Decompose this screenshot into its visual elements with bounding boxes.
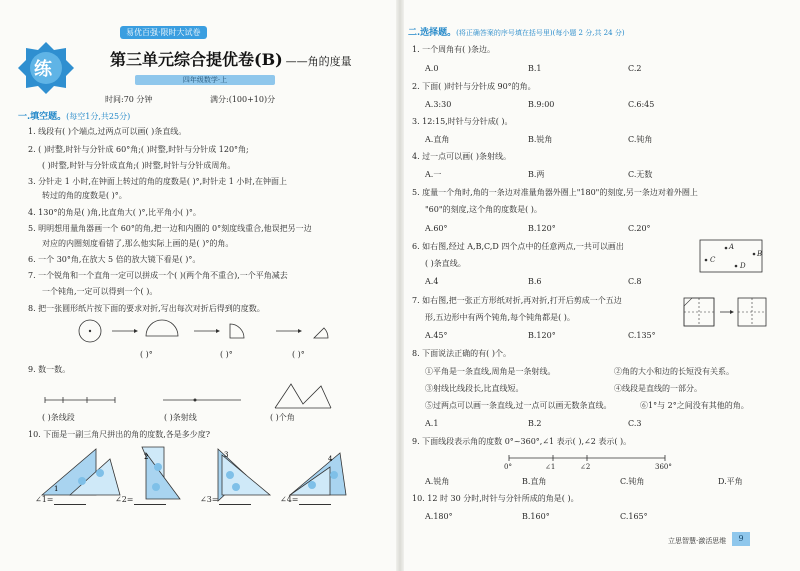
r-q4-opt-b[interactable]: B.两 [528, 170, 545, 179]
r-q4-opt-c[interactable]: C.无数 [628, 170, 653, 179]
r-q8-s2: ②角的大小和边的长短没有关系。 [614, 367, 734, 376]
q4-text: 4. 130°的角是( )角,比直角大( )°,比平角小( )°。 [28, 208, 201, 217]
half-circle [146, 320, 178, 336]
angle3-answer[interactable] [200, 495, 251, 505]
q8-fold-figures [78, 318, 348, 348]
svg-text:3: 3 [224, 451, 229, 459]
q5b-text: 对应的内圈刻度看错了,那么他实际上画的是( )°的角。 [42, 239, 234, 248]
angle2-label: ∠2= [115, 495, 134, 504]
exam-time: 时间:70 分钟 [105, 95, 153, 104]
series-label [120, 26, 207, 39]
angle1-answer[interactable] [35, 495, 86, 505]
r-q8-s6: ⑥1°与 2°之间没有其他的角。 [640, 401, 749, 410]
r-q8-opt-a[interactable]: A.1 [425, 419, 439, 428]
q8-blank-3[interactable]: ( )° [292, 350, 305, 359]
r-q3-text: 3. 12:15,时针与分针成( )。 [412, 117, 513, 126]
r-q5-opt-b[interactable]: B.120° [528, 224, 556, 233]
r-q10-opt-c[interactable]: C.165° [620, 512, 648, 521]
q7-fold-figure [684, 298, 768, 328]
q9-label-2: ∠2 [580, 463, 591, 471]
r-q1-opt-c[interactable]: C.2 [628, 64, 642, 73]
q9-blank-b[interactable]: ( )条射线 [164, 413, 197, 422]
r-q6-opt-b[interactable]: B.6 [528, 277, 542, 286]
q6-point-a: A [729, 243, 735, 251]
angle4-answer[interactable] [280, 495, 331, 505]
r-q5-opt-c[interactable]: C.20° [628, 224, 651, 233]
angle3-label: ∠3= [200, 495, 219, 504]
angle1-label: ∠1= [35, 495, 54, 504]
r-q2-text: 2. 下面( )时针与分针成 90°的角。 [412, 82, 536, 91]
q2b-text: ( )时整,时针与分针成直角;( )时整,时针与分针成周角。 [42, 161, 236, 170]
section1-heading [18, 111, 130, 123]
q7b-text: 一个钝角,一定可以得到一个( )。 [42, 287, 158, 296]
q7-text: 7. 一个锐角和一个直角一定可以拼成一个( )(两个角不重合),一个平角减去 [28, 271, 288, 280]
page-title [110, 47, 352, 70]
grade-label: 四年级数学·上 [182, 76, 228, 84]
q5-text: 5. 明明想用量角器画一个 60°的角,把一边和内圈的 0°刻度线重合,他误把另一边 [28, 224, 312, 233]
q10-text: 10. 下面是一副三角尺拼出的角的度数,各是多少度? [28, 430, 211, 439]
q9-text: 9. 数一数。 [28, 365, 71, 374]
r-q5b-text: "60"的刻度,这个角的度数是( )。 [425, 205, 542, 214]
r-q6-text: 6. 如右图,经过 A,B,C,D 四个点中的任意两点,一共可以画出 [412, 242, 624, 251]
series-name: 易优百强 [126, 28, 158, 37]
r-q10-opt-a[interactable]: A.180° [425, 512, 453, 521]
r-q8-s1: ①平角是一条直线,周角是一条射线。 [425, 367, 556, 376]
r-q5-opt-a[interactable]: A.60° [425, 224, 448, 233]
r-q10-opt-b[interactable]: B.160° [522, 512, 550, 521]
r-q6-opt-a[interactable]: A.4 [425, 277, 439, 286]
q3-text: 3. 分针走 1 小时,在钟面上转过的角的度数是( )°,时针走 1 小时,在钟面上 [28, 177, 287, 186]
section1-note: (每空1分,共25分) [66, 112, 131, 121]
r-q9-opt-d[interactable]: D.平角 [718, 477, 743, 486]
r-q8-s4: ④线段是直线的一部分。 [614, 384, 702, 393]
r-q7-opt-a[interactable]: A.45° [425, 331, 448, 340]
r-q4-opt-a[interactable]: A.一 [425, 170, 442, 179]
r-q8-opt-c[interactable]: C.3 [628, 419, 642, 428]
r-q10-text: 10. 12 时 30 分时,时针与分针所成的角是( )。 [412, 494, 579, 503]
r-q6-opt-c[interactable]: C.8 [628, 277, 642, 286]
q9-label-3: 360° [655, 463, 672, 471]
exam-score: 满分:(100+10)分 [210, 95, 276, 104]
section1-title: 一.填空题。 [18, 112, 67, 122]
series-tag: ·限时大试卷 [158, 28, 201, 37]
r-q6b-text: ( )条直线。 [425, 259, 466, 268]
angle2-answer[interactable] [115, 495, 166, 505]
svg-text:1: 1 [54, 485, 59, 493]
r-q9-opt-c[interactable]: C.钝角 [620, 477, 645, 486]
section2-heading [408, 28, 625, 39]
r-q7b-text: 形,五边形中有两个钝角,每个钝角都是( )。 [425, 313, 575, 322]
footer-slogan: 立思智慧·激活思维 [668, 537, 727, 545]
r-q9-text: 9. 下面线段表示角的度数 0°~360°,∠1 表示( ),∠2 表示( )。 [412, 437, 632, 446]
q6-text: 6. 一个 30°角,在放大 5 倍的放大镜下看是( )°。 [28, 255, 201, 264]
r-q8-opt-b[interactable]: B.2 [528, 419, 542, 428]
quarter-circle [230, 324, 244, 338]
r-q7-opt-c[interactable]: C.135° [628, 331, 656, 340]
q8-blank-2[interactable]: ( )° [220, 350, 233, 359]
angle4-label: ∠4= [280, 495, 299, 504]
q9-figures [45, 382, 345, 412]
q2-text: 2. ( )时整,时针与分针成 60°角;( )时整,时针与分针成 120°角; [28, 145, 249, 154]
r-q8-text: 8. 下面说法正确的有( )个。 [412, 349, 511, 358]
r-q4-text: 4. 过一点可以画( )条射线。 [412, 152, 511, 161]
page-fold [396, 0, 404, 571]
grade-strip [135, 75, 275, 85]
r-q2-opt-a[interactable]: A.3:30 [425, 100, 452, 109]
title-text: 第三单元综合提优卷(B) [110, 50, 283, 69]
section2-note: (将正确答案的序号填在括号里)(每小题 2 分,共 24 分) [456, 29, 625, 37]
q3b-text: 转过的角的度数是( )°。 [42, 191, 127, 200]
q9-label-1: ∠1 [545, 463, 556, 471]
r-q8-s3: ③射线比线段长,比直线短。 [425, 384, 524, 393]
eighth-circle [314, 328, 328, 338]
r-q1-opt-a[interactable]: A.0 [425, 64, 439, 73]
q9-label-0: 0° [504, 463, 512, 471]
subtitle-text: ——角的度量 [285, 55, 352, 68]
q9-blank-c[interactable]: ( )个角 [270, 413, 295, 422]
r-q3-opt-c[interactable]: C.钝角 [628, 135, 653, 144]
r-q8-s5: ⑤过两点可以画一条直线,过一点可以画无数条直线。 [425, 401, 612, 410]
r-q9-opt-b[interactable]: B.直角 [522, 477, 547, 486]
r-q7-opt-b[interactable]: B.120° [528, 331, 556, 340]
badge-char: 练 [34, 59, 52, 80]
q1-text: 1. 线段有( )个端点,过两点可以画( )条直线。 [28, 127, 187, 136]
r-q9-opt-a[interactable]: A.锐角 [425, 477, 450, 486]
svg-text:4: 4 [328, 455, 333, 463]
q8-blank-1[interactable]: ( )° [140, 350, 153, 359]
r-q2-opt-b[interactable]: B.9:00 [528, 100, 555, 109]
r-q7-text: 7. 如右图,把一张正方形纸对折,再对折,打开后剪成一个五边 [412, 296, 622, 305]
q6-point-c: C [710, 256, 716, 264]
r-q5-text: 5. 度量一个角时,角的一条边对准量角器外圈上"180"的刻度,另一条边对着外圈上 [412, 188, 698, 197]
q9-blank-a[interactable]: ( )条线段 [42, 413, 75, 422]
section2-title: 二.选择题。 [408, 28, 457, 38]
r-q3-opt-b[interactable]: B.锐角 [528, 135, 553, 144]
svg-text:2: 2 [144, 453, 149, 461]
q8-text: 8. 把一张圆形纸片按下面的要求对折,写出每次对折后得到的度数。 [28, 304, 265, 313]
r-q3-opt-a[interactable]: A.直角 [425, 135, 450, 144]
r-q1-opt-b[interactable]: B.1 [528, 64, 542, 73]
q6-point-d: D [740, 262, 746, 270]
page-number: 9 [732, 532, 750, 546]
q6-point-b: B [757, 250, 763, 258]
r-q2-opt-c[interactable]: C.6:45 [628, 100, 655, 109]
r-q1-text: 1. 一个周角有( )条边。 [412, 45, 495, 54]
